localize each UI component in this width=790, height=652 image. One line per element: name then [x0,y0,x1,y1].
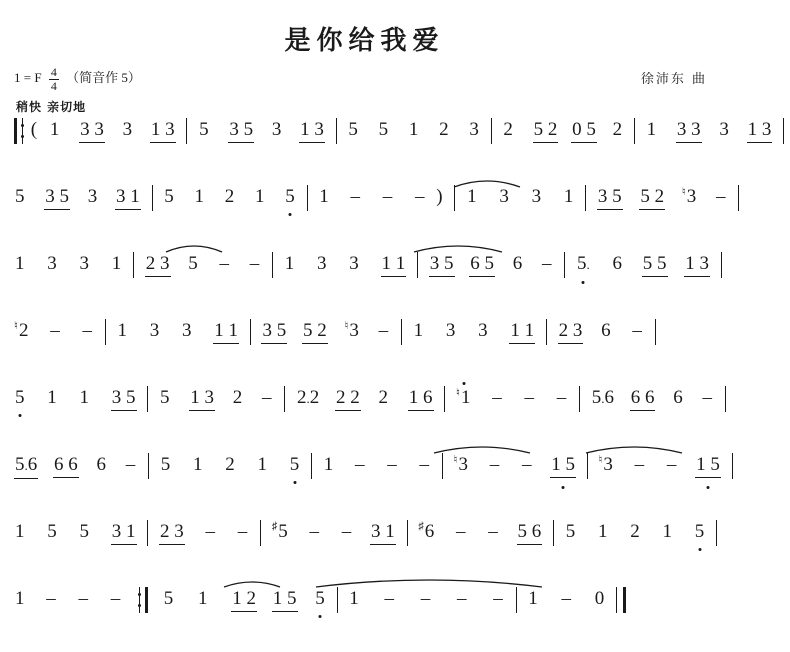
time-signature [49,66,59,92]
note: 1 [646,119,657,140]
sustain-dash: – [46,588,56,609]
note: 5 [565,521,576,542]
note-beamed: 2 3 [558,319,584,344]
barline [260,520,261,546]
note-beamed: 3 5 [228,118,254,143]
note-natural: ♮3 [598,454,613,476]
note: 6 [601,320,611,341]
barline [272,252,273,278]
note: 5 [15,186,25,207]
sustain-dash: – [419,454,429,475]
note: 1 [413,320,424,341]
phrase-close-paren: ) [436,186,443,207]
barline [417,252,418,278]
note-low-octave: 5 [15,387,25,408]
barline [186,118,187,144]
sustain-dash: – [521,454,532,475]
barline [336,118,337,144]
barline [732,453,733,479]
note: 3 [445,320,456,341]
barline [454,185,455,211]
note-grace: 6 [673,387,683,408]
sustain-dash: – [110,588,121,609]
note-beamed: 1 1 [509,319,535,344]
barline [105,319,106,345]
barline [307,185,308,211]
note: 5 [163,588,174,609]
sustain-dash: – [457,588,467,609]
note-low-octave: 5 [315,588,325,609]
barline [634,118,635,144]
note: 5 [79,521,89,542]
note-natural: ♮3 [453,454,468,476]
music-system-3 [0,252,729,306]
note-beamed: 5 2 [639,185,665,210]
barline [491,118,492,144]
sustain-dash: – [309,521,319,542]
note: 2 [232,387,243,408]
note-dotted: 5. [576,252,591,277]
sustain-dash: – [82,320,92,341]
note: 2 [378,387,388,408]
note: 3 [87,186,98,207]
barline [553,520,554,546]
note-beamed: 3 5 [44,185,70,210]
note: 3 [469,119,479,140]
barline [337,587,338,613]
sustain-dash: – [125,454,136,475]
note-beamed: 3 1 [115,185,141,210]
note: 6 [612,253,622,274]
note: 1 [79,387,89,408]
page-title: 是你给我爱 [284,26,445,56]
note-beamed: 3 5 [111,386,137,411]
tie-slur [432,441,532,455]
rest: 0 [594,588,605,609]
sustain-dash: – [561,588,571,609]
note: 1 [111,253,122,274]
sustain-dash: – [249,253,260,274]
barline [152,185,153,211]
sustain-dash: – [237,521,248,542]
note: 3 [79,253,89,274]
note-beamed: 5 2 [533,118,559,143]
note: 1 [467,186,477,207]
note: 1 [49,119,60,140]
sustain-dash: – [262,387,272,408]
note: 2 [503,119,513,140]
barline [250,319,251,345]
key-signature [14,66,141,92]
music-system-8 [0,587,729,641]
sustain-dash: – [488,521,498,542]
note: 1 [193,454,203,475]
barline [401,319,402,345]
note-beamed: 3 5 [261,319,287,344]
note-low-octave: 5 [694,521,705,542]
sustain-dash: – [205,521,215,542]
note-beamed: 1 1 [213,319,239,344]
time-signature-denominator: 4 [50,78,57,93]
sustain-dash: – [387,454,397,475]
note: 1 [15,521,25,542]
sustain-dash: – [341,521,352,542]
sustain-dash: – [493,588,503,609]
barline [738,185,739,211]
note: 3 [271,119,282,140]
note-dotted: 5.6 [591,387,614,408]
note: 5 [160,454,171,475]
note: 1 [47,387,57,408]
note-beamed: 6 5 [469,252,495,277]
note-beamed: 5 6 [517,520,543,545]
note-beamed: 1 6 [408,386,434,411]
note: 2 [225,454,235,475]
note-beamed: 1 3 [299,118,325,143]
key-label: 1 = F [14,70,42,86]
note-beamed: 1 1 [381,252,407,277]
composer-credit: 徐沛东 曲 [640,72,707,87]
sustain-dash: – [355,454,365,475]
sustain-dash: – [716,186,726,207]
time-signature-numerator: 4 [50,65,57,79]
note: 5 [47,521,57,542]
sustain-dash: – [78,588,88,609]
note-beamed: 1 3 [747,118,773,143]
note: 3 [499,186,509,207]
sustain-dash: – [456,521,466,542]
barline [516,587,517,613]
barline [311,453,312,479]
music-system-1 [0,118,772,172]
note-beamed: 3 3 [79,118,105,143]
barline [725,386,726,412]
note: 5 [164,186,174,207]
note-beamed: 0 5 [571,118,597,143]
sustain-dash: – [415,186,425,207]
music-system-4 [0,319,729,373]
note: 2 [612,119,623,140]
note-beamed: 5 5 [642,252,668,277]
note: 3 [531,186,542,207]
barline [716,520,717,546]
music-system-2 [0,185,729,239]
note-dotted: 2.2 [297,387,320,408]
barline [579,386,580,412]
note-beamed: 1 3 [150,118,176,143]
note-beamed: 3 5 [429,252,455,277]
note: 1 [198,588,208,609]
note: 3 [149,320,160,341]
final-barline [616,587,626,613]
sustain-dash: – [350,186,360,207]
note: 1 [15,253,25,274]
note-low-octave: 5 [289,454,300,475]
repeat-end-barline [137,587,148,613]
barline [564,252,565,278]
note: 1 [598,521,608,542]
sustain-dash: – [702,387,712,408]
sustain-dash: – [634,454,645,475]
note-beamed: 3 5 [597,185,623,210]
barline [407,520,408,546]
note-high-octave: ♮1 [456,387,471,409]
note-beamed: 2 2 [335,386,361,411]
note: 3 [317,253,327,274]
key-note: （简音作 5） [66,70,141,86]
note: 1 [408,119,419,140]
note-beamed: 3 3 [676,118,702,143]
note-grace: 6 [96,454,106,475]
barline [546,319,547,345]
sustain-dash: – [542,253,552,274]
note: 3 [719,119,729,140]
note-beamed: 2 3 [145,252,171,277]
note: 3 [181,320,192,341]
note-low-octave: 5 [285,186,295,207]
note-beamed: 5.6 [14,453,38,479]
sustain-dash: – [382,186,393,207]
note: 3 [47,253,57,274]
barline [721,252,722,278]
note: 6 [512,253,523,274]
barline [444,386,445,412]
sustain-dash: – [489,454,500,475]
sustain-dash: – [420,588,431,609]
note: 1 [319,186,329,207]
sustain-dash: – [666,454,677,475]
note: 1 [323,454,334,475]
note-beamed: 1 3 [684,252,710,277]
barline [148,453,149,479]
barline [147,520,148,546]
note: 3 [478,320,488,341]
note-sharp: ♯6 [418,520,435,542]
note-beamed: 2 3 [159,520,185,545]
note-natural: ♮3 [681,186,697,208]
note-beamed: 3 1 [370,520,396,545]
note: 1 [194,186,204,207]
note: 3 [122,119,133,140]
note: 1 [257,454,267,475]
note: 1 [284,253,295,274]
note: 2 [439,119,449,140]
note-beamed: 1 5 [272,587,298,612]
note-beamed: 6 6 [53,453,79,478]
note-beamed: 1 3 [189,386,215,411]
note-beamed: 1 5 [550,453,576,478]
note-beamed: 5 2 [302,319,328,344]
note-beamed: 1 2 [231,587,257,612]
note-natural: ♮3 [344,320,359,342]
note: 1 [255,186,265,207]
note: 1 [15,588,25,609]
music-system-5 [0,386,729,440]
note: 5 [199,119,209,140]
phrase-open-paren: ( [30,119,38,140]
sustain-dash: – [492,387,502,408]
barline [585,185,586,211]
note: 3 [349,253,359,274]
note: 5 [348,119,358,140]
sustain-dash: – [632,320,642,341]
sustain-dash: – [556,387,567,408]
note-beamed: 6 6 [630,386,656,411]
barline [655,319,656,345]
barline [133,252,134,278]
barline [147,386,148,412]
barline [442,453,443,479]
barline [587,453,588,479]
note: 5 [378,119,389,140]
note-natural: ♮2 [14,320,29,342]
music-system-7 [0,520,729,574]
note-sharp: ♯5 [271,520,288,542]
sustain-dash: – [378,320,389,341]
note: 2 [224,186,235,207]
note: 1 [662,521,672,542]
repeat-start-barline [14,118,25,144]
tempo-marking: 稍快 亲切地 [16,100,87,114]
note: 1 [563,186,574,207]
note: 2 [630,521,640,542]
sustain-dash: – [219,253,229,274]
music-system-6 [0,453,729,507]
sustain-dash: – [524,387,534,408]
note-beamed: 1 5 [695,453,721,478]
barline [783,118,784,144]
note: 5 [160,387,170,408]
note: 1 [349,588,359,609]
tie-slur [452,175,522,189]
sustain-dash: – [384,588,394,609]
sustain-dash: – [50,320,60,341]
note: 5 [188,253,198,274]
note: 1 [117,320,127,341]
barline [284,386,285,412]
note: 1 [528,588,538,609]
note-beamed: 3 1 [111,520,137,545]
